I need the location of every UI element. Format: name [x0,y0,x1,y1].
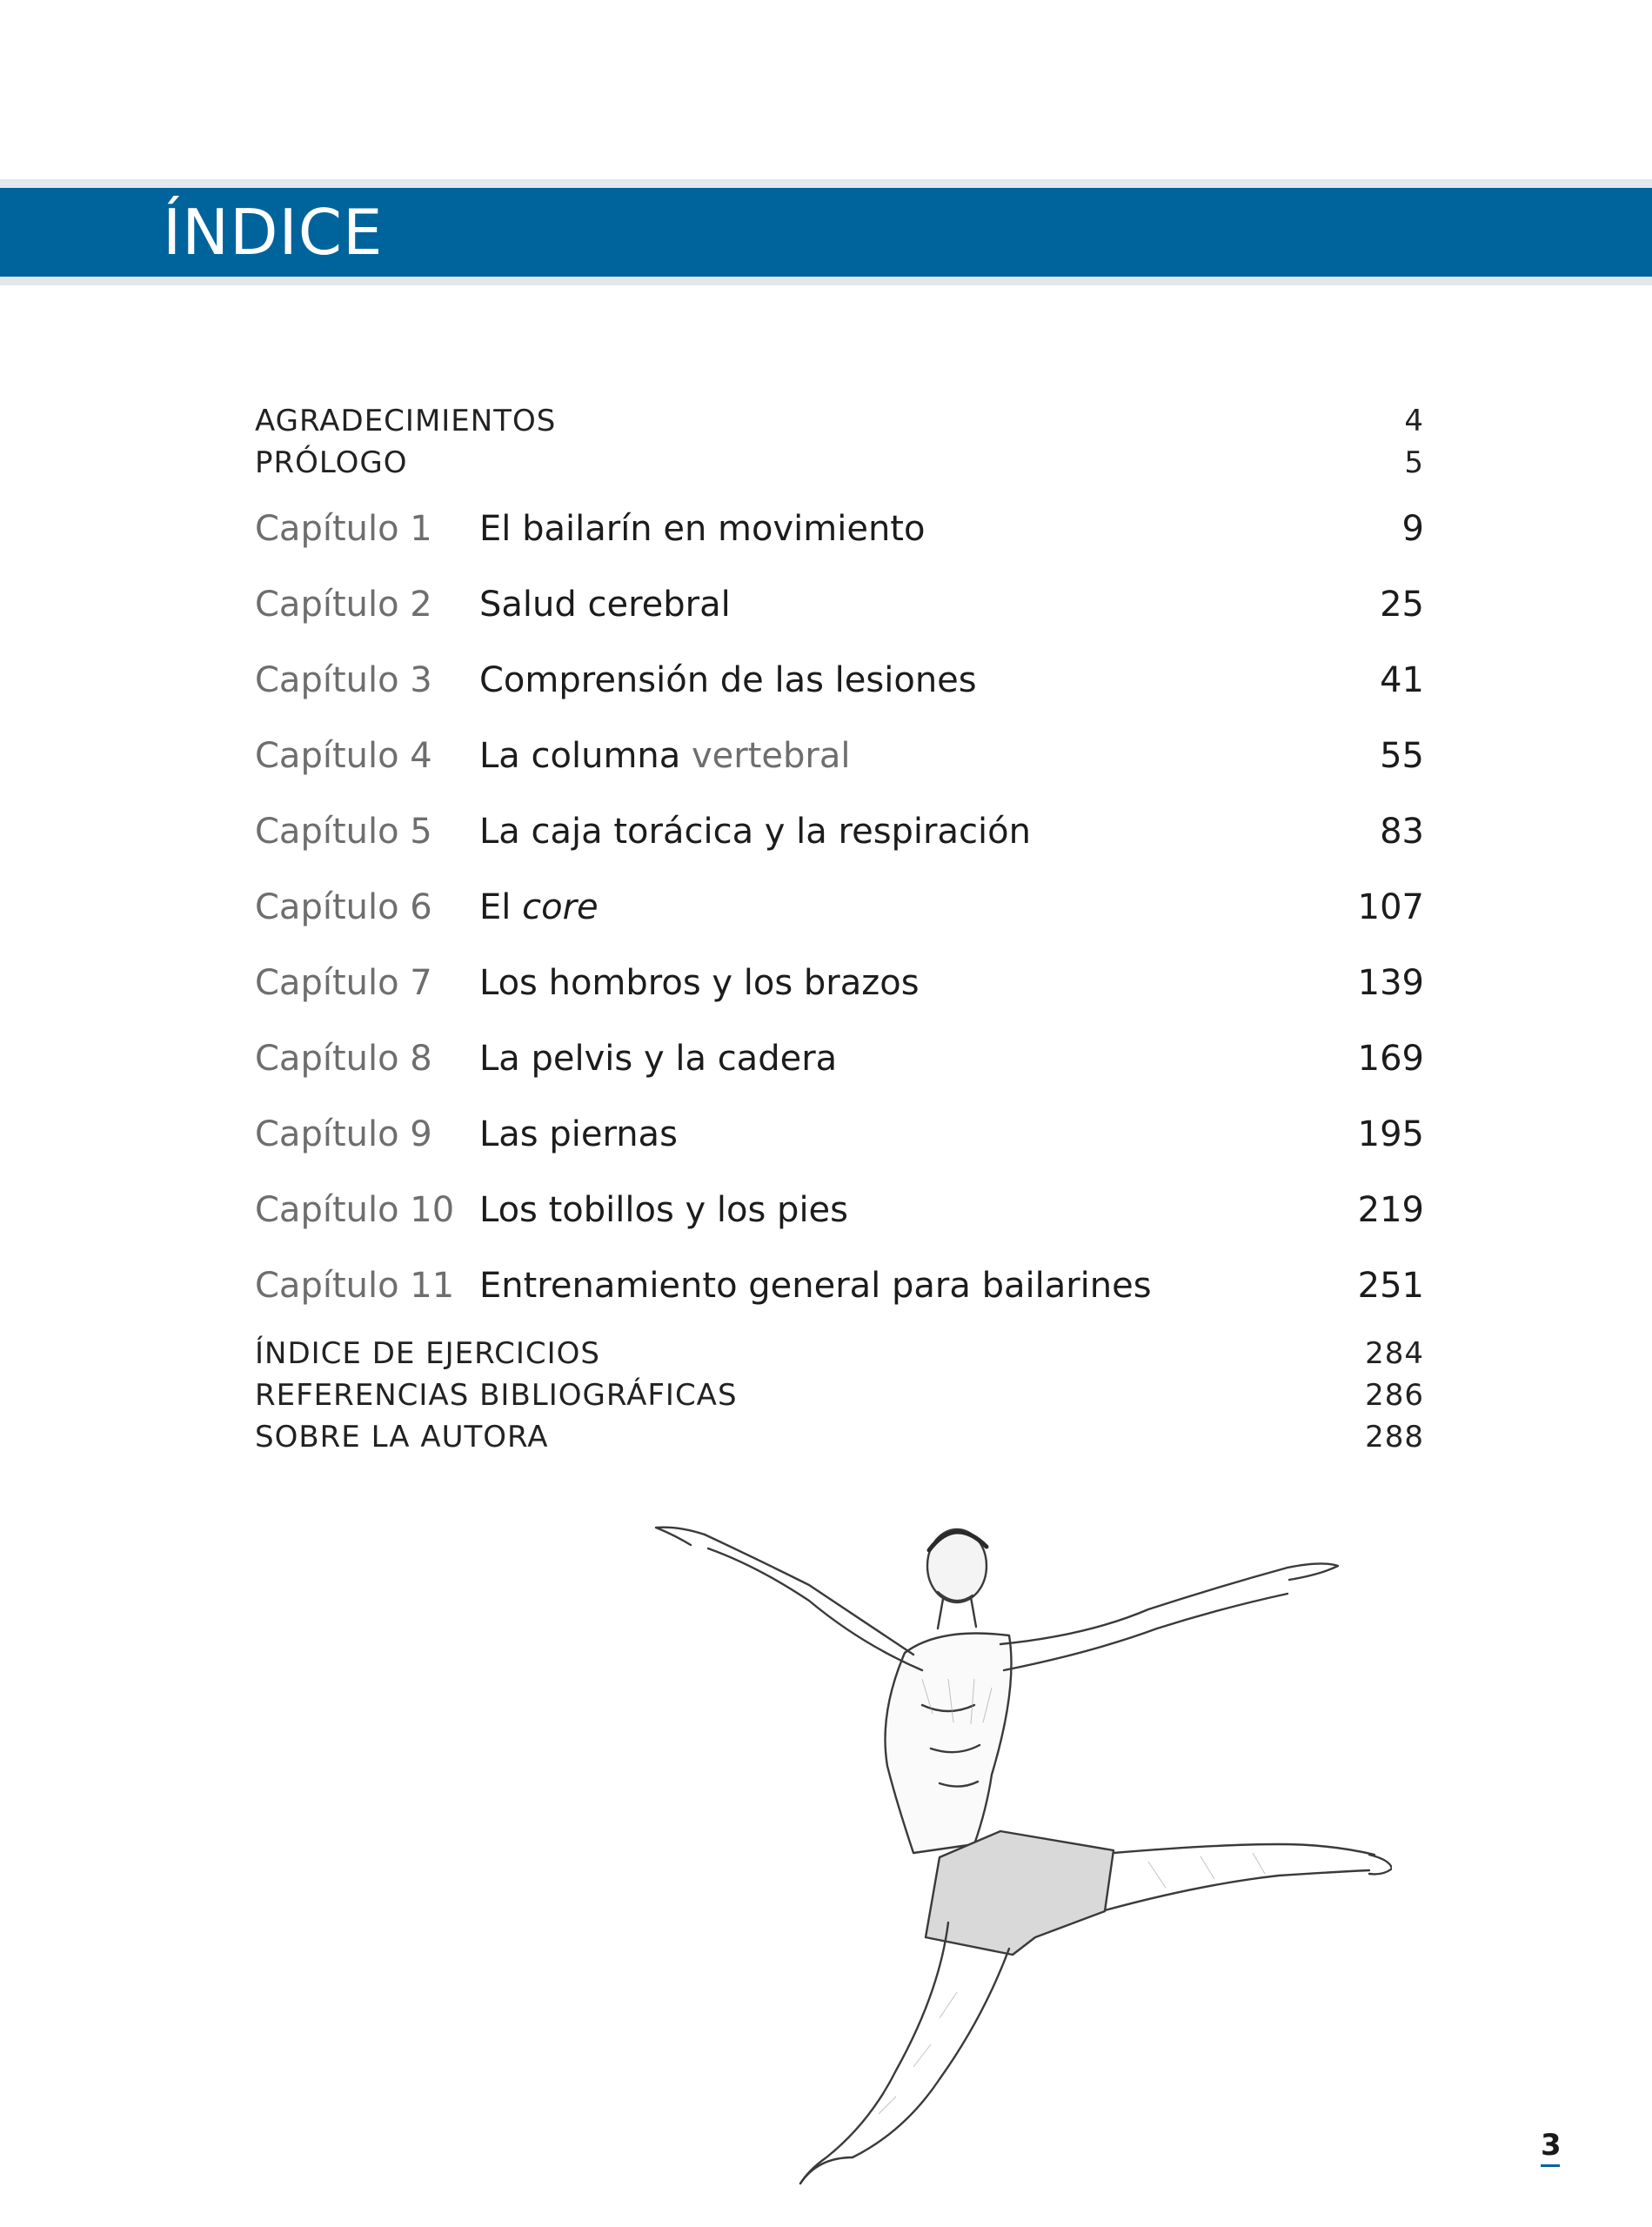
chapter-title: Las piernas [479,1114,678,1154]
toc-chapter-6[interactable] [255,883,1424,932]
chapter-title: Los tobillos y los pies [479,1190,849,1230]
toc-chapter-1[interactable] [255,505,1424,553]
chapter-page: 41 [1380,660,1424,700]
toc-entry-label: REFERENCIAS BIBLIOGRÁFICAS [255,1378,738,1413]
chapter-number: Capítulo 2 [255,585,432,625]
chapter-title: La caja torácica y la respiración [479,812,1031,852]
toc-entry-label: PRÓLOGO [255,445,408,480]
toc-entry-page: 284 [1365,1336,1424,1371]
chapter-title [479,887,1358,927]
toc-chapter-5[interactable] [255,807,1424,856]
chapter-page: 9 [1401,509,1424,549]
toc-entry-page: 4 [1404,404,1424,438]
chapter-title-main: La columna [479,736,681,776]
chapter-page: 169 [1357,1039,1424,1079]
header-band-bottom-edge [0,277,1652,285]
toc-entry-page: 286 [1365,1378,1424,1413]
page-title: ÍNDICE [163,196,384,269]
page-number: 3 [1541,2128,1562,2163]
toc-entry-indice-ejercicios[interactable] [255,1336,1424,1371]
chapter-title-muted: vertebral [692,736,851,776]
chapter-title-main: El [479,887,512,927]
chapter-number: Capítulo 3 [255,660,432,700]
toc-chapter-11[interactable] [255,1261,1424,1310]
toc-entry-page: 5 [1404,445,1424,480]
toc-chapter-8[interactable] [255,1034,1424,1083]
toc-chapter-9[interactable] [255,1110,1424,1159]
dancer-leap-illustration [592,1505,1392,2192]
toc-chapter-4[interactable] [255,732,1424,780]
chapter-number: Capítulo 7 [255,963,432,1003]
chapter-title [479,736,1380,776]
chapter-title: Salud cerebral [479,585,731,625]
toc-entry-agradecimientos[interactable] [255,404,1424,438]
chapter-number: Capítulo 10 [255,1190,455,1230]
chapter-page: 107 [1357,887,1424,927]
page-number-underline [1541,2164,1560,2167]
toc-chapter-3[interactable] [255,656,1424,705]
chapter-title: La pelvis y la cadera [479,1039,838,1079]
chapter-title: Comprensión de las lesiones [479,660,977,700]
chapter-title: Los hombros y los brazos [479,963,920,1003]
chapter-number: Capítulo 1 [255,509,432,549]
toc-chapter-10[interactable] [255,1186,1424,1234]
toc-entry-referencias[interactable] [255,1378,1424,1413]
chapter-number: Capítulo 8 [255,1039,432,1079]
toc-entry-label: AGRADECIMIENTOS [255,404,557,438]
toc-chapter-7[interactable] [255,959,1424,1007]
toc-entry-prologo[interactable] [255,445,1424,480]
toc-entry-sobre-autora[interactable] [255,1420,1424,1455]
toc-entry-label: SOBRE LA AUTORA [255,1420,549,1455]
chapter-page: 195 [1357,1114,1424,1154]
toc-entry-label: ÍNDICE DE EJERCICIOS [255,1336,600,1371]
chapter-page: 219 [1357,1190,1424,1230]
header-band-top-edge [0,179,1652,188]
toc-chapter-2[interactable] [255,580,1424,629]
chapter-title-italic: core [522,887,599,927]
chapter-page: 139 [1357,963,1424,1003]
chapter-title: Entrenamiento general para bailarines [479,1266,1152,1306]
chapter-number: Capítulo 6 [255,887,432,927]
chapter-number: Capítulo 4 [255,736,432,776]
chapter-page: 25 [1380,585,1424,625]
toc-entry-page: 288 [1365,1420,1424,1455]
chapter-page: 83 [1380,812,1424,852]
chapter-number: Capítulo 11 [255,1266,455,1306]
chapter-page: 55 [1380,736,1424,776]
chapter-number: Capítulo 9 [255,1114,432,1154]
chapter-page: 251 [1357,1266,1424,1306]
chapter-title: El bailarín en movimiento [479,509,926,549]
chapter-number: Capítulo 5 [255,812,432,852]
